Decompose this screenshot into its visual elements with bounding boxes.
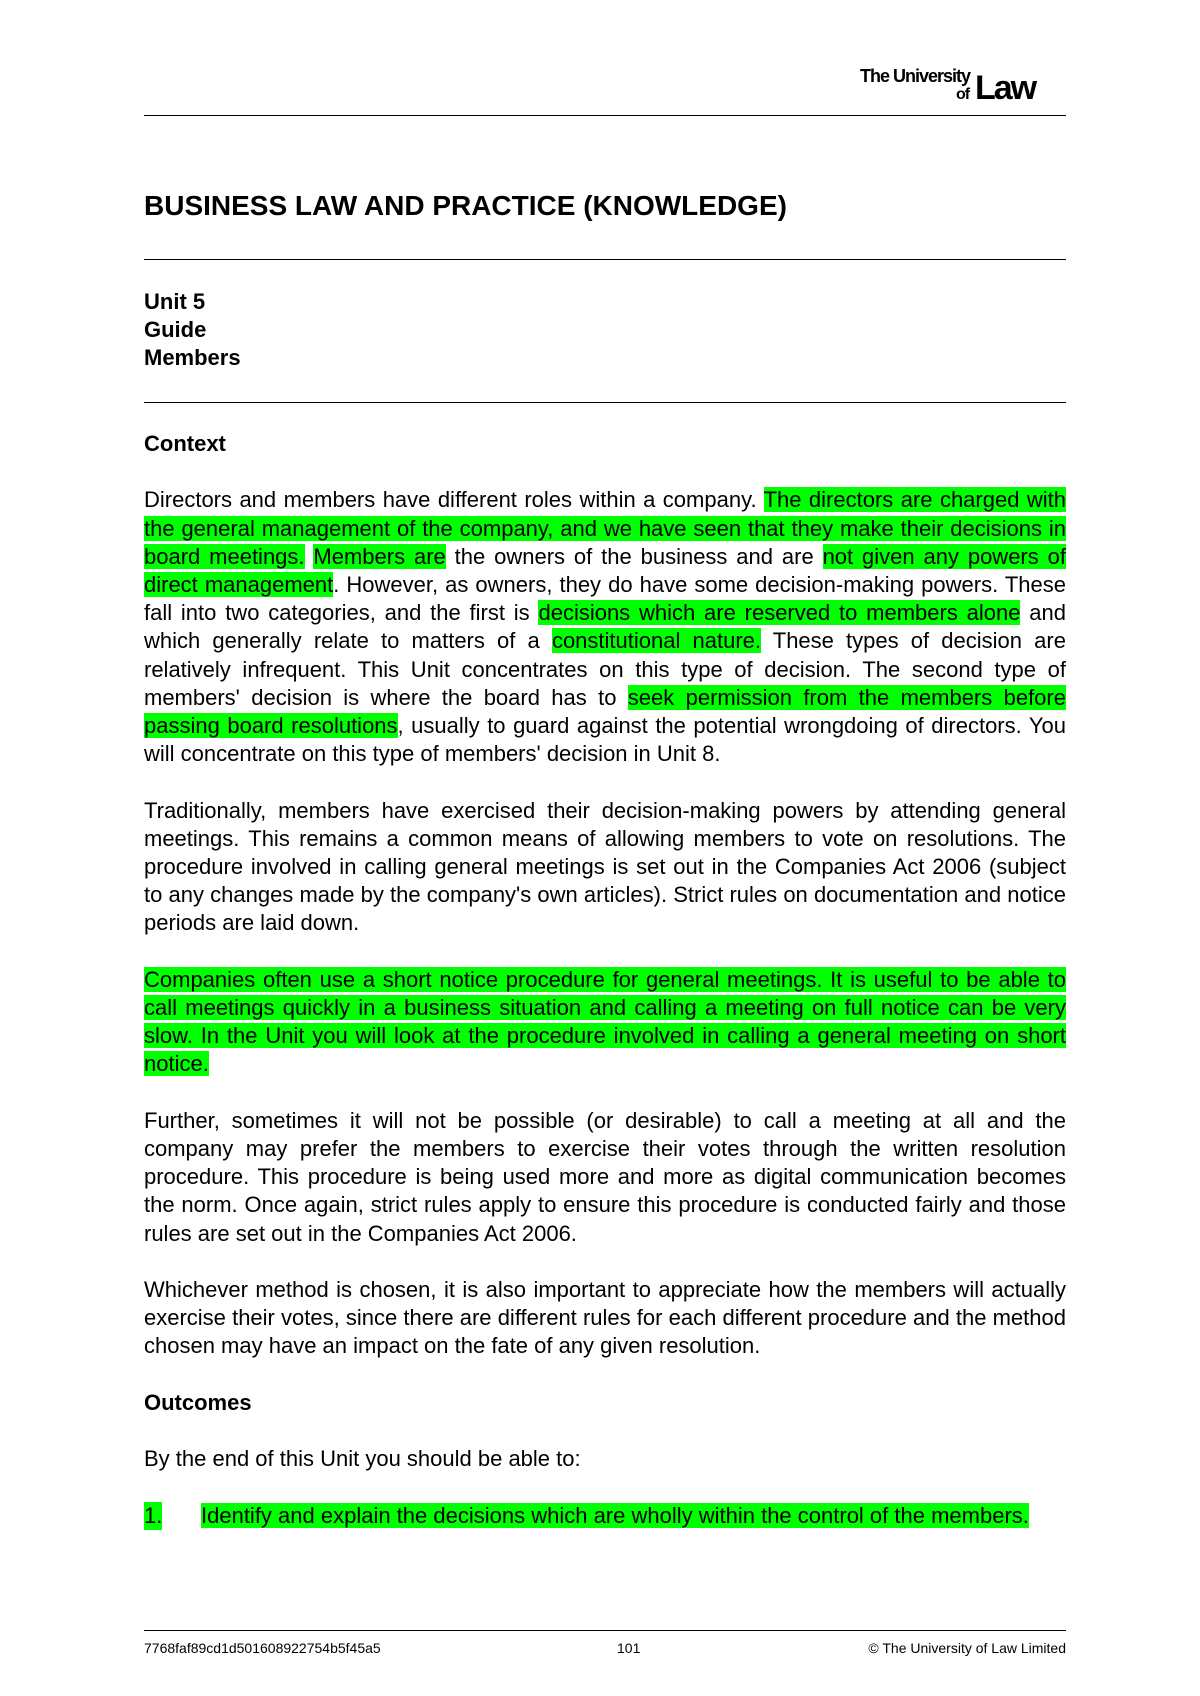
outcomes-heading: Outcomes — [144, 1389, 252, 1415]
header-rule — [144, 115, 1066, 116]
outcome-item — [144, 1502, 1066, 1530]
plain-text: , usually to guard against the potential wrongdoing of directors. You will concentrate on this type of members' decision in Unit 8. — [144, 713, 1067, 767]
context-paragraph-1 — [144, 486, 1066, 768]
context-paragraph-3 — [144, 966, 1066, 1079]
plain-text: and which generally relate to matters of a — [144, 600, 1066, 654]
highlighted-text: decisions which are reserved to members alone — [538, 600, 1021, 626]
main-content — [144, 430, 1066, 1530]
outcomes-intro: By the end of this Unit you should be able to: — [144, 1446, 581, 1472]
unit-topic: Members — [144, 345, 241, 370]
highlighted-text: constitutional nature. — [551, 628, 761, 654]
outcome-text: Identify and explain the decisions which are wholly within the control of the members. — [201, 1502, 1029, 1528]
footer-rule — [144, 1630, 1066, 1631]
footer-document-id: 7768faf89cd1d501608922754b5f45a5 — [144, 1640, 381, 1656]
plain-text: Directors and members have different roles within a company. — [144, 487, 764, 513]
university-of-law-logo — [860, 66, 1070, 106]
logo-of: of — [956, 86, 970, 103]
context-paragraph-5: Whichever method is chosen, it is also important to appreciate how the members will actually exercise their votes, since there are different rules for each different procedure and the method chosen may have an impact on the fate of any given resolution. — [144, 1277, 1066, 1359]
logo-law: Law — [975, 69, 1036, 107]
context-paragraph-2: Traditionally, members have exercised their decision-making powers by attending general meetings. This remains a common means of allowing members to vote on resolutions. The procedure involved in calling general meetings is set out in the Companies Act 2006 (subject to any changes made by the company's own articles). Strict rules on documentation and notice periods are laid down. — [144, 797, 1066, 936]
footer-page-number: 101 — [617, 1640, 641, 1656]
highlighted-text: seek permission from the members before passing board resolutions — [144, 684, 1066, 739]
plain-text: These types of decision are relatively infrequent. This Unit concentrates on this type of decision. The second type of members' decision is where the board has to — [144, 628, 1066, 710]
highlighted-text: The directors are charged with the general management of the company, and we have seen that they make their decisions in board meetings. — [144, 487, 1067, 569]
highlighted-text: Members are — [313, 543, 446, 569]
unit-number: Unit 5 — [144, 289, 206, 314]
unit-guide-label: Guide — [144, 317, 207, 342]
context-heading: Context — [144, 431, 226, 456]
document-title: BUSINESS LAW AND PRACTICE (KNOWLEDGE) — [144, 190, 787, 221]
unit-meta — [144, 288, 241, 372]
meta-rule — [144, 402, 1066, 403]
footer-copyright: © The University of Law Limited — [868, 1640, 1066, 1656]
outcome-number: 1. — [144, 1502, 162, 1530]
title-rule — [144, 259, 1066, 260]
plain-text: the owners of the business and are — [445, 543, 823, 569]
context-paragraph-4: Further, sometimes it will not be possible (or desirable) to call a meeting at all and the company may prefer the members to exercise their votes through the written resolution procedure. This procedure is being used more and more as digital communication becomes the norm. Once again, strict rules apply to ensure this procedure is conducted fairly and those rules are set out in the Companies Act 2006. — [144, 1107, 1066, 1246]
plain-text: . However, as owners, they do have some decision-making powers. These fall into two categories, and the first is — [144, 572, 1066, 626]
logo-line1: The University — [860, 66, 971, 86]
highlighted-text: not given any powers of direct management — [144, 543, 1066, 597]
highlighted-text: Companies often use a short notice procedure for general meetings. It is useful to be able to call meetings quickly in a business situation and calling a meeting on full notice can be very slow. In the Unit you will look at the procedure involved in calling a general meeting on short notice. — [144, 966, 1066, 1077]
